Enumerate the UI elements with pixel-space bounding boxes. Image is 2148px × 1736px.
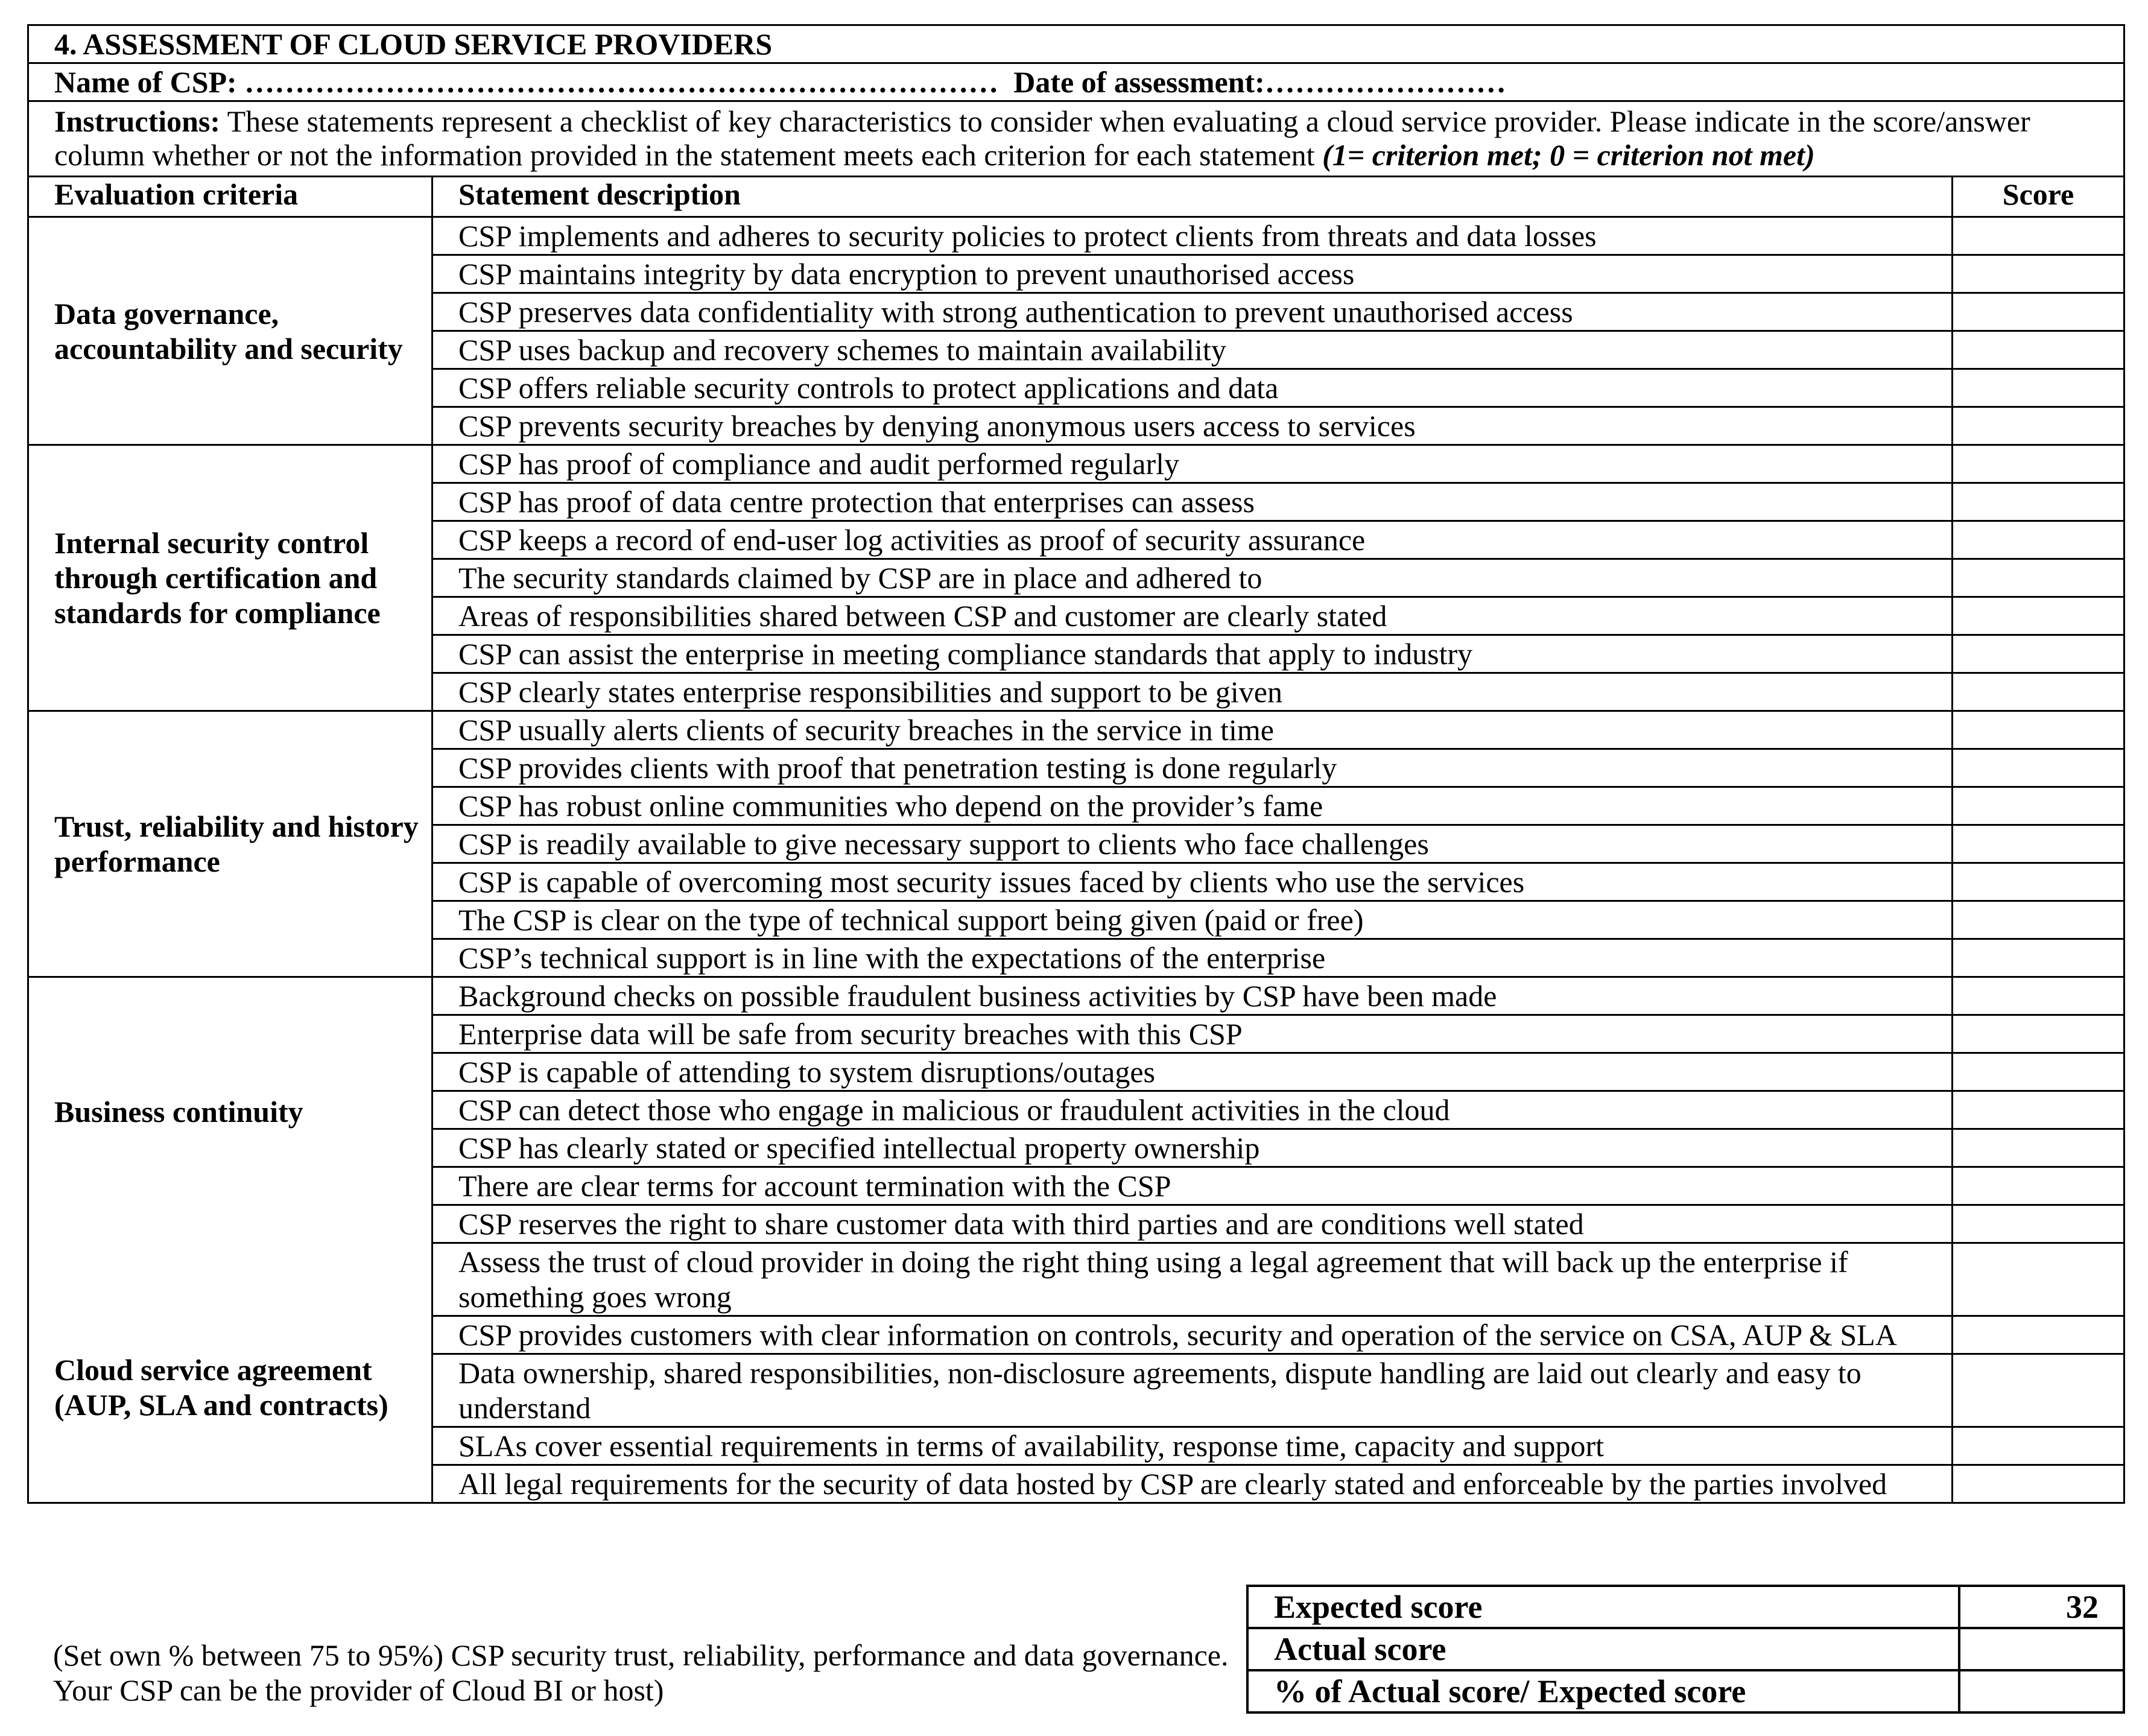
score-input[interactable] [1953, 711, 2124, 749]
actual-score-row [1247, 1628, 2124, 1670]
score-input[interactable] [1953, 293, 2124, 331]
statement-cell: CSP prevents security breaches by denying anonymous users access to services [432, 407, 1953, 445]
table-row [28, 445, 2124, 483]
score-input[interactable] [1953, 369, 2124, 407]
statement-cell: Background checks on possible fraudulent business activities by CSP have been made [432, 977, 1953, 1015]
score-input[interactable] [1953, 1015, 2124, 1053]
score-input[interactable] [1953, 407, 2124, 445]
statement-cell: Enterprise data will be safe from security breaches with this CSP [432, 1015, 1953, 1053]
table-row [28, 711, 2124, 749]
statement-cell: SLAs cover essential requirements in terms of availability, response time, capacity and support [432, 1427, 1953, 1465]
header-score: Score [1953, 177, 2124, 217]
title-row [28, 25, 2124, 63]
statement-cell: CSP provides customers with clear information on controls, security and operation of the service on CSA, AUP & SLA [432, 1316, 1953, 1354]
score-input[interactable] [1953, 521, 2124, 559]
statement-cell: CSP can detect those who engage in malicious or fraudulent activities in the cloud [432, 1091, 1953, 1129]
statement-cell: Data ownership, shared responsibilities, non-disclosure agreements, dispute handling are laid out clearly and easy to understand [432, 1354, 1953, 1427]
statement-cell: CSP clearly states enterprise responsibilities and support to be given [432, 673, 1953, 711]
assessment-table [27, 24, 2125, 1504]
score-input[interactable] [1953, 1167, 2124, 1205]
expected-score-row [1247, 1586, 2124, 1628]
instructions-text: These statements represent a checklist of key characteristics to consider when evaluating a cloud service provider. Please indicate in the score/answer column whether or not the information provided in the statement meets each criterion for each statement [54, 104, 2030, 172]
score-input[interactable] [1953, 749, 2124, 787]
score-input[interactable] [1953, 1427, 2124, 1465]
statement-cell: CSP reserves the right to share customer data with third parties and are conditions well stated [432, 1205, 1953, 1243]
statement-cell: CSP implements and adheres to security policies to protect clients from threats and data losses [432, 217, 1953, 255]
score-input[interactable] [1953, 977, 2124, 1015]
score-input[interactable] [1953, 1053, 2124, 1091]
score-input[interactable] [1953, 217, 2124, 255]
score-input[interactable] [1953, 939, 2124, 977]
statement-cell: CSP’s technical support is in line with the expectations of the enterprise [432, 939, 1953, 977]
statement-cell: CSP keeps a record of end-user log activities as proof of security assurance [432, 521, 1953, 559]
score-input[interactable] [1953, 559, 2124, 597]
form-title: 4. ASSESSMENT OF CLOUD SERVICE PROVIDERS [28, 25, 2124, 63]
statement-cell: CSP has proof of data centre protection that enterprises can assess [432, 483, 1953, 521]
score-input[interactable] [1953, 1129, 2124, 1167]
statement-cell: CSP can assist the enterprise in meeting compliance standards that apply to industry [432, 635, 1953, 673]
assessment-date-field[interactable]: Date of assessment:…………………… [1013, 65, 1506, 99]
category-cell [28, 977, 432, 1503]
actual-score-label: Actual score [1247, 1628, 1959, 1670]
category-cell: Internal security control through certification and standards for compliance [28, 445, 432, 711]
score-input[interactable] [1953, 445, 2124, 483]
score-input[interactable] [1953, 483, 2124, 521]
statement-cell: CSP uses backup and recovery schemes to maintain availability [432, 331, 1953, 369]
statement-cell: CSP maintains integrity by data encryption to prevent unauthorised access [432, 255, 1953, 293]
score-input[interactable] [1953, 787, 2124, 825]
header-evaluation-criteria: Evaluation criteria [28, 177, 432, 217]
category-business-continuity: Business continuity [54, 1094, 303, 1129]
expected-score-value: 32 [1959, 1586, 2124, 1628]
score-input[interactable] [1953, 1205, 2124, 1243]
score-input[interactable] [1953, 1091, 2124, 1129]
statement-cell: Assess the trust of cloud provider in doing the right thing using a legal agreement that will back up the enterprise if something goes wrong [432, 1243, 1953, 1316]
actual-score-input[interactable] [1959, 1628, 2124, 1670]
percent-score-input[interactable] [1959, 1670, 2124, 1712]
instructions-label: Instructions: [54, 104, 221, 138]
score-input[interactable] [1953, 863, 2124, 901]
statement-cell: CSP is readily available to give necessary support to clients who face challenges [432, 825, 1953, 863]
statement-cell: Areas of responsibilities shared between CSP and customer are clearly stated [432, 597, 1953, 635]
statement-cell: CSP provides clients with proof that penetration testing is done regularly [432, 749, 1953, 787]
category-cloud-service-agreement: Cloud service agreement (AUP, SLA and contracts) [54, 1352, 388, 1422]
score-input[interactable] [1953, 255, 2124, 293]
percent-score-label: % of Actual score/ Expected score [1247, 1670, 1959, 1712]
percent-score-row [1247, 1670, 2124, 1712]
score-input[interactable] [1953, 673, 2124, 711]
statement-cell: The security standards claimed by CSP are in place and adhered to [432, 559, 1953, 597]
score-input[interactable] [1953, 1354, 2124, 1427]
header-row [28, 177, 2124, 217]
score-input[interactable] [1953, 331, 2124, 369]
table-row [28, 217, 2124, 255]
statement-cell: CSP is capable of overcoming most security issues faced by clients who use the services [432, 863, 1953, 901]
score-input[interactable] [1953, 1316, 2124, 1354]
score-input[interactable] [1953, 825, 2124, 863]
score-input[interactable] [1953, 597, 2124, 635]
instructions-scoring-key: (1= criterion met; 0 = criterion not met) [1322, 138, 1815, 172]
instructions [28, 101, 2124, 177]
statement-cell: CSP has clearly stated or specified intellectual property ownership [432, 1129, 1953, 1167]
statement-cell: CSP offers reliable security controls to protect applications and data [432, 369, 1953, 407]
statement-cell: CSP usually alerts clients of security breaches in the service in time [432, 711, 1953, 749]
expected-score-label: Expected score [1247, 1586, 1959, 1628]
instructions-row [28, 101, 2124, 177]
statement-cell: CSP has proof of compliance and audit performed regularly [432, 445, 1953, 483]
score-input[interactable] [1953, 1465, 2124, 1503]
name-date-row [28, 63, 2124, 101]
score-input[interactable] [1953, 1243, 2124, 1316]
score-summary [1246, 1585, 2125, 1714]
csp-name-field[interactable]: Name of CSP: ………………………………………………………………… [54, 65, 999, 99]
statement-cell: CSP has robust online communities who depend on the provider’s fame [432, 787, 1953, 825]
statement-cell: CSP preserves data confidentiality with strong authentication to prevent unauthorised access [432, 293, 1953, 331]
statement-cell: All legal requirements for the security of data hosted by CSP are clearly stated and enforceable by the parties involved [432, 1465, 1953, 1503]
statement-cell: The CSP is clear on the type of technical support being given (paid or free) [432, 901, 1953, 939]
footnote: (Set own % between 75 to 95%) CSP security trust, reliability, performance and data governance. Your CSP can be the provider of Cloud BI or host) [53, 1638, 1229, 1707]
header-statement-description: Statement description [432, 177, 1953, 217]
score-input[interactable] [1953, 901, 2124, 939]
category-cell: Data governance, accountability and security [28, 217, 432, 445]
table-row [28, 977, 2124, 1015]
statement-cell: CSP is capable of attending to system disruptions/outages [432, 1053, 1953, 1091]
score-input[interactable] [1953, 635, 2124, 673]
statement-cell: There are clear terms for account termination with the CSP [432, 1167, 1953, 1205]
category-cell: Trust, reliability and history performance [28, 711, 432, 977]
